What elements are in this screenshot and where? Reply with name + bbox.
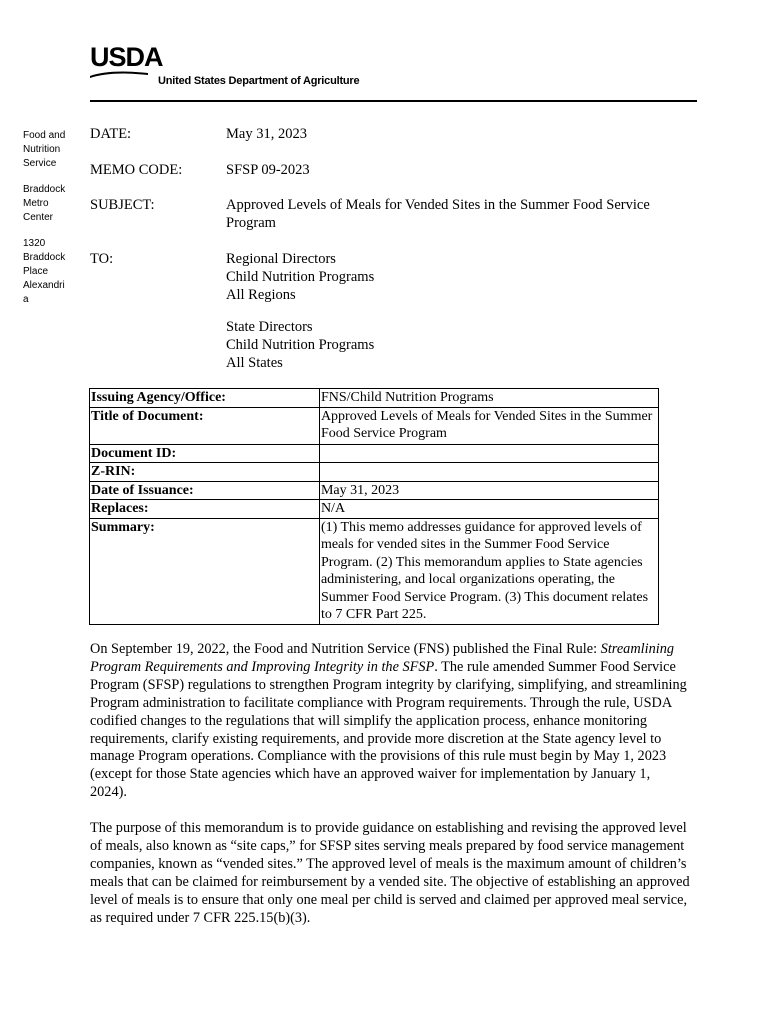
to-label: TO:	[90, 251, 114, 267]
table-row	[90, 518, 659, 624]
document-metadata-table	[89, 388, 659, 625]
to-recipients-regional	[226, 250, 686, 304]
department-name: United States Department of Agriculture	[158, 75, 360, 87]
sidebar-line: Nutrition	[23, 144, 61, 155]
table-value: May 31, 2023	[319, 481, 658, 500]
usda-logo-text: USDA	[90, 42, 163, 72]
table-row	[90, 407, 659, 444]
sidebar-line: Alexandri	[23, 280, 65, 291]
subject-label: SUBJECT:	[90, 197, 155, 213]
table-label: Z-RIN:	[90, 463, 320, 482]
body-paragraph-1	[90, 641, 690, 802]
table-value: FNS/Child Nutrition Programs	[319, 389, 658, 408]
table-value	[319, 463, 658, 482]
sidebar-line: a	[23, 294, 29, 305]
table-label: Replaces:	[90, 500, 320, 519]
sidebar-line: Place	[23, 266, 49, 277]
table-value: N/A	[319, 500, 658, 519]
sidebar-line: 1320	[23, 238, 46, 249]
recipient-line: All Regions	[226, 287, 296, 303]
table-label: Date of Issuance:	[90, 481, 320, 500]
paragraph-text: On September 19, 2022, the Food and Nutrition Service (FNS) published the Final Rule:	[90, 641, 601, 657]
to-recipients-state	[226, 318, 686, 372]
usda-logo	[90, 44, 163, 70]
recipient-line: All States	[226, 355, 283, 371]
sidebar-line: Center	[23, 212, 54, 223]
table-row	[90, 444, 659, 463]
table-row	[90, 389, 659, 408]
recipient-line: State Directors	[226, 319, 313, 335]
sidebar-line: Service	[23, 158, 57, 169]
usda-swoosh-icon	[90, 70, 148, 78]
sidebar-address	[23, 129, 73, 319]
date-value: May 31, 2023	[226, 126, 307, 142]
memo-code-value: SFSP 09-2023	[226, 162, 310, 178]
paragraph-text: . The rule amended Summer Food Service Program (SFSP) regulations to strengthen Program integrity by clarifying, simplifying, and streamlining Program administration to facilitate compliance with Program requirements. Through the rule, USDA codified changes to the regulations that will simplify the application process, enhance monitoring requirements, clarify existing requirements, and provide more discretion at the State agency level to manage Program operations. Compliance with the provisions of this rule must begin by May 1, 2023 (except for those State agencies which have an approved waiver for implementation by January 1, 2024).	[90, 658, 687, 801]
sidebar-line: Braddock	[23, 184, 66, 195]
recipient-line: Regional Directors	[226, 251, 336, 267]
subject-value: Approved Levels of Meals for Vended Sites in the Summer Food Service Program	[226, 197, 650, 231]
table-value	[319, 444, 658, 463]
sidebar-line: Metro	[23, 198, 49, 209]
rule-title: Streamlining Program Requirements and Improving Integrity in the SFSP	[90, 641, 675, 675]
table-label: Summary:	[90, 518, 320, 624]
table-row	[90, 500, 659, 519]
table-row	[90, 463, 659, 482]
table-label: Document ID:	[90, 444, 320, 463]
sidebar-agency	[23, 129, 73, 171]
sidebar-street	[23, 237, 73, 307]
table-label: Issuing Agency/Office:	[90, 389, 320, 408]
table-value: (1) This memo addresses guidance for approved levels of meals for vended sites in the Summer Food Service Program. (2) This memorandum applies to State agencies administering, and local organizations operating, the Summer Food Service Program. (3) This document relates to 7 CFR Part 225.	[319, 518, 658, 624]
header-divider	[90, 100, 697, 102]
sidebar-building	[23, 183, 73, 225]
sidebar-line: Braddock	[23, 252, 66, 263]
body-paragraph-2: The purpose of this memorandum is to provide guidance on establishing and revising the approved level of meals, also known as “site caps,” for SFSP sites serving meals prepared by food service management companies, known as “vended sites.” The approved level of meals is the maximum amount of children’s meals that can be claimed for reimbursement by a vended site. The objective of establishing an approved level of meals is to ensure that only one meal per child is served and claimed per approved meal service, as required under 7 CFR 225.15(b)(3).	[90, 820, 690, 926]
recipient-line: Child Nutrition Programs	[226, 269, 375, 285]
sidebar-line: Food and	[23, 130, 66, 141]
table-value: Approved Levels of Meals for Vended Sites in the Summer Food Service Program	[319, 407, 658, 444]
memo-code-label: MEMO CODE:	[90, 162, 183, 178]
table-row	[90, 481, 659, 500]
table-label: Title of Document:	[90, 407, 320, 444]
recipient-line: Child Nutrition Programs	[226, 337, 375, 353]
date-label: DATE:	[90, 126, 132, 142]
